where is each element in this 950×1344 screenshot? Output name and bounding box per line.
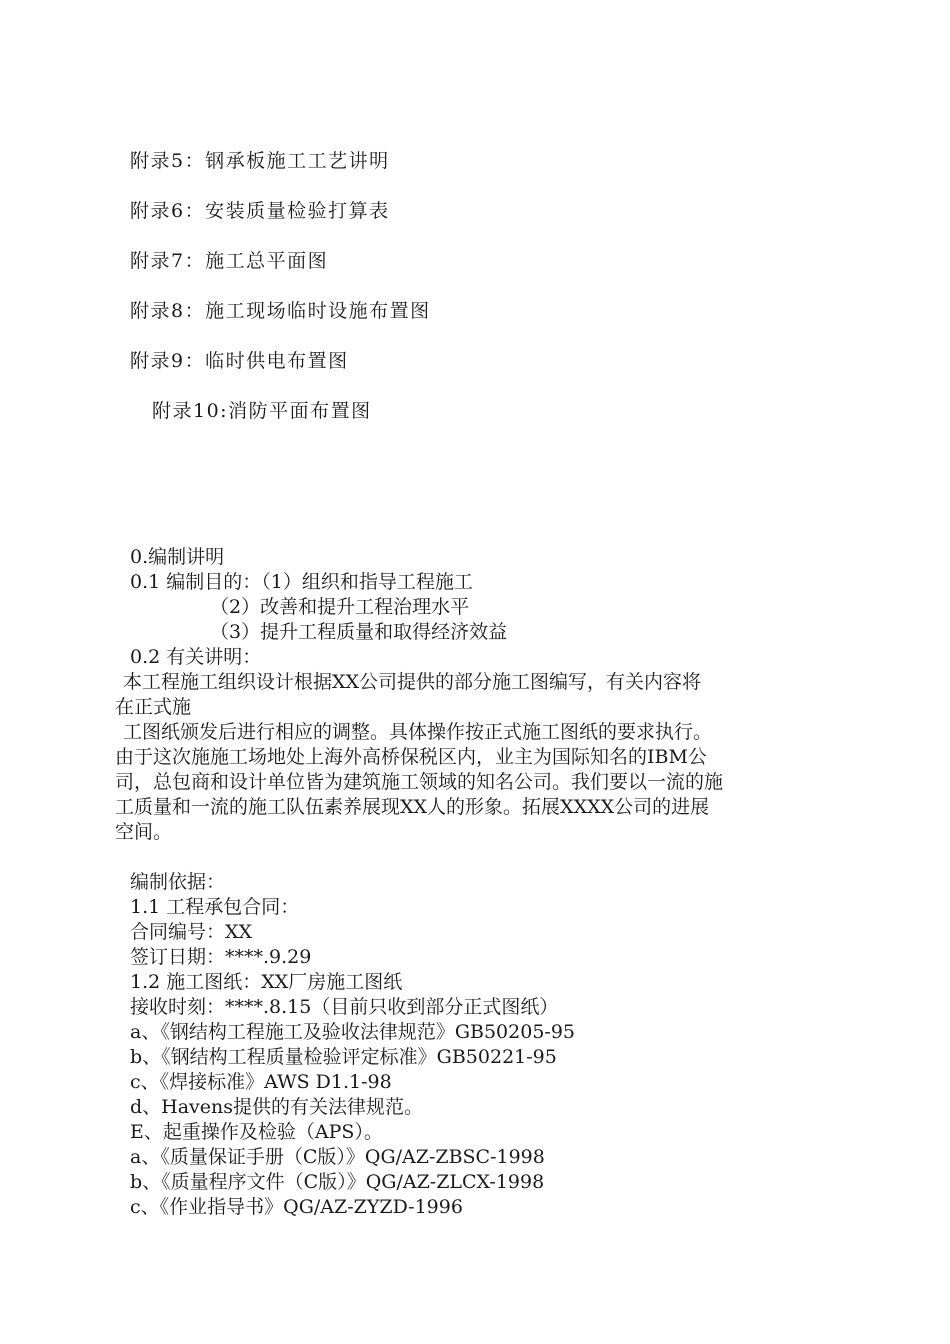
contract-number: 合同编号：XX xyxy=(130,921,253,943)
purpose-item: （2）改善和提升工程治理水平 xyxy=(210,596,470,618)
appendix-item: 附录7：施工总平面图 xyxy=(130,250,329,272)
receive-time: 接收时刻：****.8.15（目前只收到部分正式图纸） xyxy=(130,996,559,1018)
reference-item: b、《质量程序文件（C版）》QG/AZ-ZLCX-1998 xyxy=(130,1171,545,1193)
reference-item: b、《钢结构工程质量检验评定标准》GB50221-95 xyxy=(130,1046,557,1068)
reference-item: a、《质量保证手册（C版）》QG/AZ-ZBSC-1998 xyxy=(130,1146,545,1168)
appendix-item: 附录10:消防平面布置图 xyxy=(152,400,372,422)
section-heading: 0.编制讲明 xyxy=(130,546,225,568)
purpose-item: （3）提升工程质量和取得经济效益 xyxy=(210,621,508,643)
basis-heading: 编制依据： xyxy=(130,871,226,893)
reference-item: c、《作业指导书》QG/AZ-ZYZD-1996 xyxy=(130,1196,463,1218)
paragraph-line: 空间。 xyxy=(115,821,173,843)
appendix-item: 附录9：临时供电布置图 xyxy=(130,350,349,372)
reference-item: c、《焊接标准》AWS D1.1-98 xyxy=(130,1071,392,1093)
purpose-line: 0.1 编制目的：（1）组织和指导工程施工 xyxy=(130,571,473,593)
appendix-item: 附录6：安装质量检验打算表 xyxy=(130,200,390,222)
drawings-heading: 1.2 施工图纸：XX厂房施工图纸 xyxy=(130,971,403,993)
paragraph-line: 由于这次施施工场地处上海外高桥保税区内，业主为国际知名的IBM公 xyxy=(115,746,707,768)
compilation-basis-section xyxy=(130,870,575,1220)
contract-heading: 1.1 工程承包合同： xyxy=(130,896,300,918)
compilation-notes-section xyxy=(115,545,835,845)
sign-date: 签订日期：****.9.29 xyxy=(130,946,312,968)
appendix-item: 附录8：施工现场临时设施布置图 xyxy=(130,300,431,322)
notes-heading: 0.2 有关讲明： xyxy=(130,646,262,668)
paragraph-line: 工质量和一流的施工队伍素养展现XX人的形象。拓展XXXX公司的进展 xyxy=(115,796,710,818)
reference-item: d、Havens提供的有关法律规范。 xyxy=(130,1096,424,1118)
paragraph-line: 工图纸颁发后进行相应的调整。具体操作按正式施工图纸的要求执行。 xyxy=(123,721,713,743)
appendix-item: 附录5：钢承板施工工艺讲明 xyxy=(130,150,390,172)
reference-item: a、《钢结构工程施工及验收法律规范》GB50205-95 xyxy=(130,1021,576,1043)
appendix-list xyxy=(130,146,431,446)
reference-item: E、起重操作及检验（APS）。 xyxy=(130,1121,383,1143)
paragraph-line: 在正式施 xyxy=(115,696,192,718)
paragraph-line: 司，总包商和设计单位皆为建筑施工领域的知名公司。我们要以一流的施 xyxy=(115,771,724,793)
paragraph-line: 本工程施工组织设计根据XX公司提供的部分施工图编写，有关内容将 xyxy=(123,671,702,693)
